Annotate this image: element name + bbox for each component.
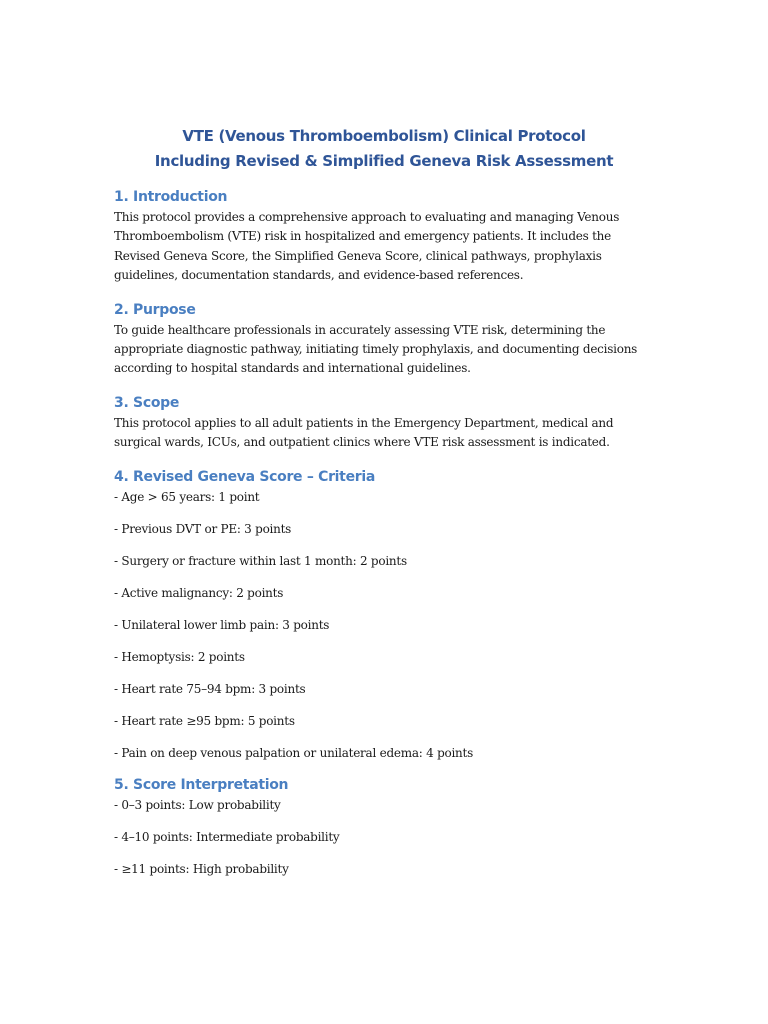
criteria-item: - Previous DVT or PE: 3 points: [114, 521, 292, 536]
criteria-item: - Unilateral lower limb pain: 3 points: [114, 617, 330, 632]
purpose-line: according to hospital standards and international guidelines.: [114, 361, 471, 376]
introduction-paragraph: [114, 208, 654, 286]
scope-line: This protocol applies to all adult patients in the Emergency Department, medical and: [114, 415, 614, 430]
interpretation-item: - 4–10 points: Intermediate probability: [114, 829, 340, 844]
criteria-item: - Heart rate 75–94 bpm: 3 points: [114, 681, 306, 696]
title-line-1: VTE (Venous Thromboembolism) Clinical Protocol: [182, 127, 586, 145]
scope-line: surgical wards, ICUs, and outpatient clinics where VTE risk assessment is indicated.: [114, 435, 610, 450]
section-heading-introduction: 1. Introduction: [114, 189, 228, 205]
criteria-item: - Active malignancy: 2 points: [114, 585, 284, 600]
scope-paragraph: [114, 414, 654, 453]
section-heading-interpretation: 5. Score Interpretation: [114, 776, 289, 793]
document-title: [114, 124, 654, 174]
criteria-list: [114, 488, 654, 763]
introduction-line: This protocol provides a comprehensive approach to evaluating and managing Venous: [114, 210, 620, 224]
introduction-line: guidelines, documentation standards, and evidence-based references.: [114, 268, 524, 283]
interpretation-item: - ≥11 points: High probability: [114, 861, 289, 876]
document-page: [114, 124, 654, 879]
purpose-line: To guide healthcare professionals in accurately assessing VTE risk, determining the: [114, 322, 606, 337]
criteria-item: - Surgery or fracture within last 1 month: 2 points: [114, 553, 407, 568]
purpose-line: appropriate diagnostic pathway, initiating timely prophylaxis, and documenting decisions: [114, 342, 638, 357]
criteria-item: - Hemoptysis: 2 points: [114, 649, 245, 664]
criteria-item: - Heart rate ≥95 bpm: 5 points: [114, 713, 295, 728]
section-heading-criteria: 4. Revised Geneva Score – Criteria: [114, 468, 376, 485]
interpretation-item: - 0–3 points: Low probability: [114, 797, 281, 812]
introduction-line: Thromboembolism (VTE) risk in hospitalized and emergency patients. It includes the: [114, 229, 611, 244]
introduction-line: Revised Geneva Score, the Simplified Geneva Score, clinical pathways, prophylaxis: [114, 248, 602, 263]
criteria-item: - Age > 65 years: 1 point: [114, 489, 260, 504]
section-heading-purpose: 2. Purpose: [114, 301, 196, 318]
purpose-paragraph: [114, 321, 654, 379]
section-heading-scope: 3. Scope: [114, 394, 180, 411]
title-line-2: Including Revised & Simplified Geneva Risk Assessment: [154, 152, 614, 170]
criteria-item: - Pain on deep venous palpation or unilateral edema: 4 points: [114, 745, 474, 760]
interpretation-list: [114, 796, 654, 879]
